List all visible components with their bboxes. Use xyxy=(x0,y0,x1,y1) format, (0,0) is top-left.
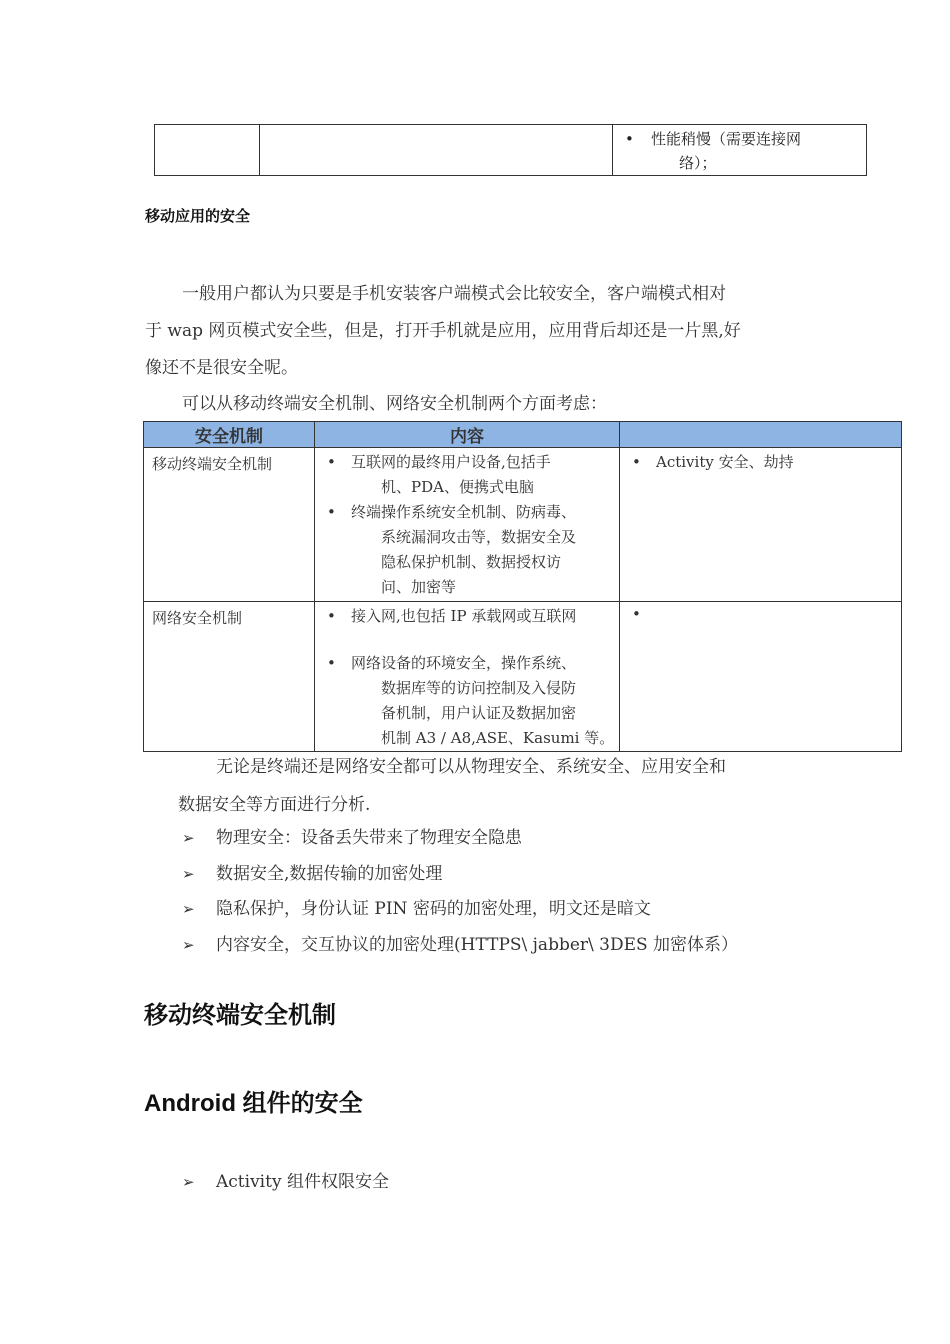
table-row xyxy=(144,602,902,752)
top-table-line2: 络）； xyxy=(679,154,717,172)
arrow-icon: ➢ xyxy=(182,900,195,918)
list-item: • Activity 安全、劫持 xyxy=(620,450,901,475)
list-item: ➢ 物理安全：设备丢失带来了物理安全隐患 xyxy=(182,828,522,848)
arrow-icon: ➢ xyxy=(182,1173,195,1191)
intro-line-1: 一般用户都认为只要是手机安装客户端模式会比较安全，客户端模式相对 xyxy=(182,284,726,304)
row-mechanism-name: 网络安全机制 xyxy=(144,602,315,752)
heading-android-components: Android 组件的安全 xyxy=(144,1090,363,1117)
table-row xyxy=(144,448,902,602)
security-table-header xyxy=(144,422,902,448)
list-item: • 网络设备的环境安全，操作系统、 数据库等的访问控制及入侵防 备机制，用户认证及数据加密 机制 A3 / A8,ASE、Kasumi 等。 xyxy=(315,651,619,751)
top-table-bullet: • 性能稍慢（需要连接网 络）； xyxy=(613,127,866,175)
intro-line-3: 像还不是很安全呢。 xyxy=(145,358,298,378)
list-item: ➢ 内容安全，交互协议的加密处理(HTTPS\ jabber\ 3DES 加密体系） xyxy=(182,935,739,955)
list-item: ➢ 隐私保护，身份认证 PIN 密码的加密处理，明文还是暗文 xyxy=(182,899,651,919)
arrow-icon: ➢ xyxy=(182,829,195,847)
top-table-cell-2 xyxy=(260,125,613,176)
analysis-line-2: 数据安全等方面进行分析. xyxy=(178,795,371,815)
arrow-icon: ➢ xyxy=(182,936,195,954)
header-extra xyxy=(620,422,902,448)
analysis-line-1: 无论是终端还是网络安全都可以从物理安全、系统安全、应用安全和 xyxy=(216,757,726,777)
intro-line-2: 于 wap 网页模式安全些，但是，打开手机就是应用，应用背后却还是一片黑,好 xyxy=(145,321,741,341)
header-mechanism: 安全机制 xyxy=(144,422,315,448)
row-content xyxy=(315,448,620,602)
top-table-cell-1 xyxy=(155,125,260,176)
header-content: 内容 xyxy=(315,422,620,448)
section-label: 移动应用的安全 xyxy=(145,208,251,225)
row-extra xyxy=(620,448,902,602)
top-table xyxy=(154,124,867,176)
list-item: • 接入网,也包括 IP 承载网或互联网 xyxy=(315,604,619,629)
list-item: • 终端操作系统安全机制、防病毒、 系统漏洞攻击等，数据安全及 隐私保护机制、数据授权访 问、加密等 xyxy=(315,500,619,600)
row-content xyxy=(315,602,620,752)
list-item: ➢ 数据安全,数据传输的加密处理 xyxy=(182,864,443,884)
top-table-line1: 性能稍慢（需要连接网 xyxy=(651,130,802,148)
list-item xyxy=(620,602,901,627)
row-mechanism-name: 移动终端安全机制 xyxy=(144,448,315,602)
top-table-cell-3 xyxy=(613,125,867,176)
list-item: ➢ Activity 组件权限安全 xyxy=(182,1172,389,1192)
heading-mobile-terminal: 移动终端安全机制 xyxy=(144,1002,336,1029)
row-extra xyxy=(620,602,902,752)
arrow-icon: ➢ xyxy=(182,865,195,883)
intro-line-4: 可以从移动终端安全机制、网络安全机制两个方面考虑： xyxy=(182,394,607,414)
security-table xyxy=(143,421,902,752)
list-item: • 互联网的最终用户设备,包括手 机、PDA、便携式电脑 xyxy=(315,450,619,500)
